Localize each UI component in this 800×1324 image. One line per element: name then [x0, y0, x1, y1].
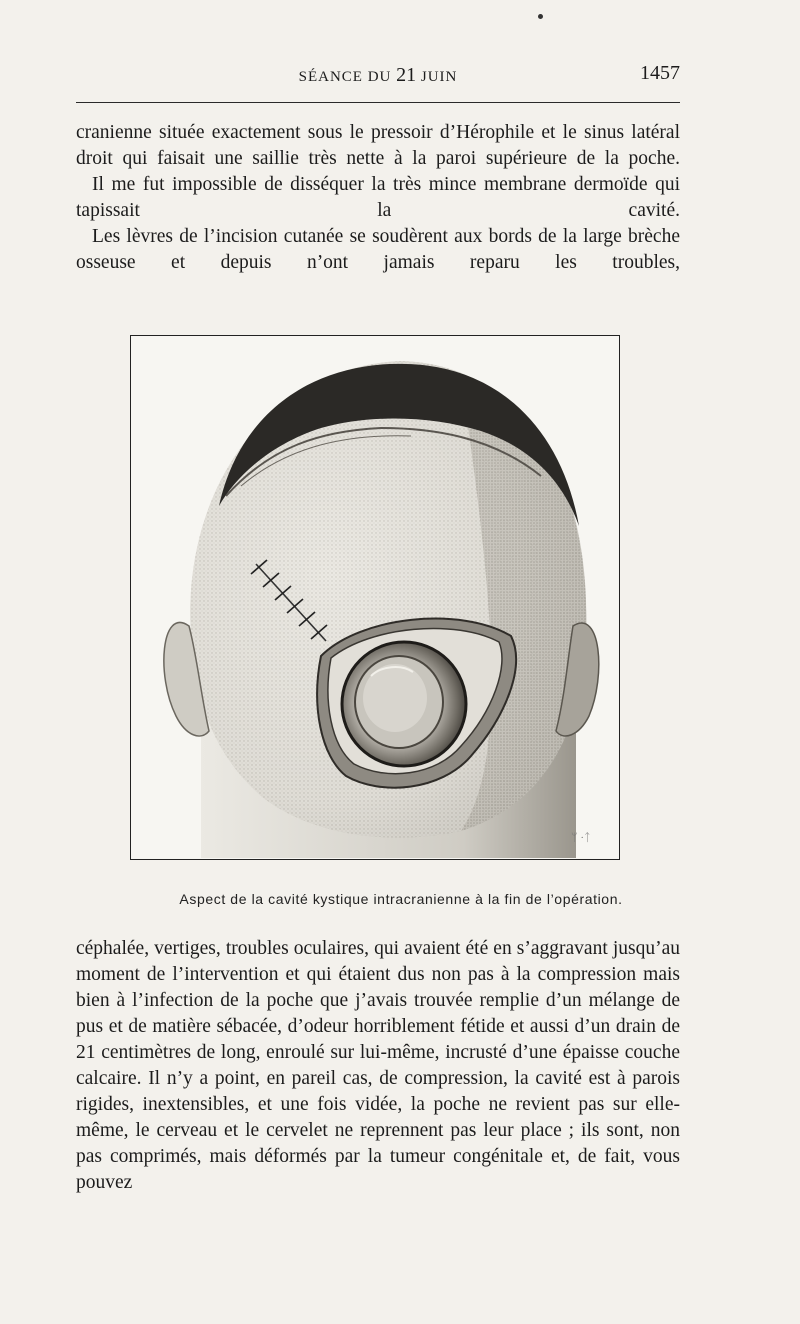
figure-illustration	[130, 335, 620, 860]
head-illustration	[131, 336, 618, 858]
svg-text:ᛘ ·ᛏ: ᛘ ·ᛏ	[571, 832, 591, 844]
print-speck	[538, 14, 543, 19]
body-text-top	[76, 120, 680, 276]
running-title-day: 21	[396, 64, 417, 86]
paragraph: cranienne située exactement sous le pressoir d’Hérophile et le sinus latéral droit qui faisait une saillie très nette à la paroi supérieure de la poche.	[76, 122, 680, 169]
running-title	[76, 64, 680, 87]
paragraph: céphalée, vertiges, troubles oculaires, qui avaient été en s’aggravant jusqu’au moment de l’intervention et qui étaient dus non pas à la compression mais bien à l’infection de la poche que j’avais trouvée remplie d’un mélange de pus et de matière sébacée, d’odeur horriblement fétide et aussi d’un drain de 21 centimètres de long, enroulé sur lui-même, incrusté d’une épaisse couche calcaire. Il n’y a point, en pareil cas, de compression, la cavité est à parois rigides, inextensibles, et une fois vidée, la poche ne revient pas sur elle-même, le cerveau et le cervelet ne reprennent pas leur place ; ils sont, non pas comprimés, mais déformés par la tumeur congénitale et, de fait, vous pouvez	[76, 938, 680, 1193]
figure-caption: Aspect de la cavité kystique intracranienne à la fin de l’opération.	[179, 891, 623, 907]
running-header	[76, 62, 680, 92]
body-text-bottom	[76, 936, 680, 1196]
page-number: 1457	[640, 62, 680, 84]
running-title-prefix: SÉANCE DU	[298, 69, 392, 85]
paragraph: Il me fut impossible de disséquer la très mince membrane dermoïde qui tapissait la cavité.	[76, 174, 680, 221]
paragraph: Les lèvres de l’incision cutanée se soudèrent aux bords de la large brèche osseuse et depuis n’ont jamais reparu les troubles,	[76, 226, 680, 273]
running-title-suffix: JUIN	[420, 69, 458, 85]
header-rule	[76, 102, 680, 103]
